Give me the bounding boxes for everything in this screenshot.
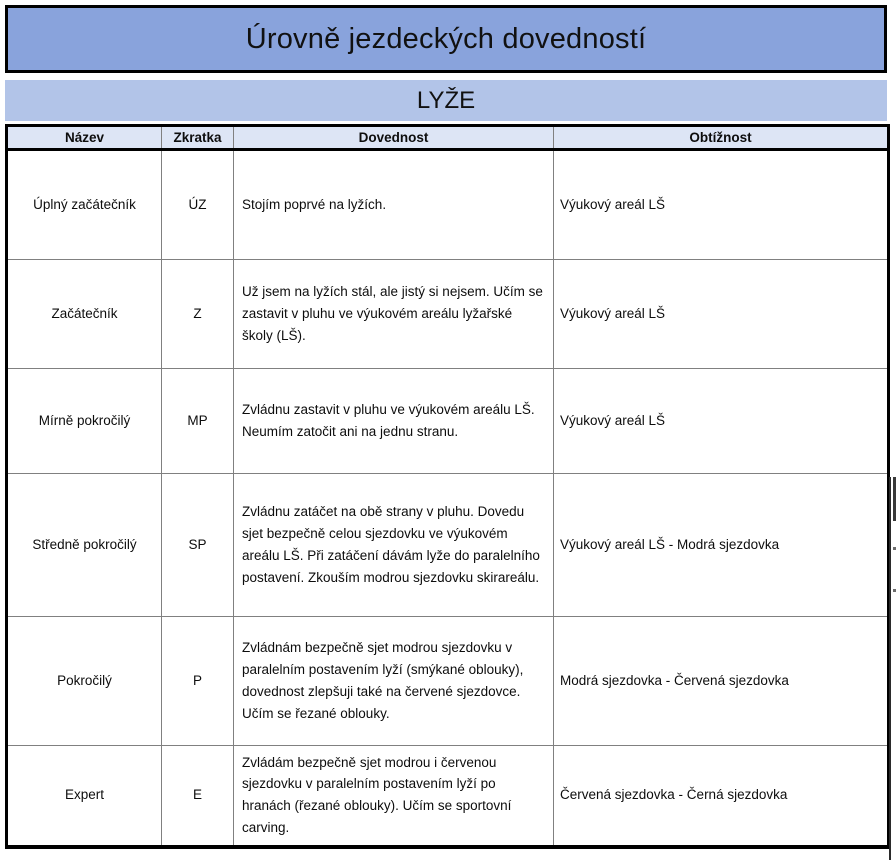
cell-skill: Zvládnám bezpečně sjet modrou sjezdovku v paralelním postavením lyží (smýkané oblouky), dovednost zlepšuji také na červené sjezdovce. Učím se řezané oblouky. xyxy=(234,617,554,746)
cell-name: Pokročilý xyxy=(7,617,162,746)
cell-abbr: ÚZ xyxy=(162,150,234,260)
cell-name: Úplný začátečník xyxy=(7,150,162,260)
table-header-row xyxy=(7,126,889,150)
cell-abbr: Z xyxy=(162,260,234,369)
cell-skill: Zvládám bezpečně sjet modrou i červenou sjezdovku v paralelním postavením lyží po hranách (řezané oblouky). Učím se sportovní carving. xyxy=(234,746,554,847)
table-body xyxy=(7,150,889,847)
cell-name: Začátečník xyxy=(7,260,162,369)
cell-difficulty: Výukový areál LŠ xyxy=(554,260,889,369)
cell-abbr: P xyxy=(162,617,234,746)
document-title-banner xyxy=(5,5,887,73)
column-header-abbreviation: Zkratka xyxy=(162,126,234,150)
cell-skill: Zvládnu zastavit v pluhu ve výukovém areálu LŠ. Neumím zatočit ani na jednu stranu. xyxy=(234,369,554,474)
cell-abbr: MP xyxy=(162,369,234,474)
table-row xyxy=(7,150,889,260)
cell-difficulty: Výukový areál LŠ xyxy=(554,369,889,474)
cell-name: Expert xyxy=(7,746,162,847)
table-row xyxy=(7,746,889,847)
column-header-name: Název xyxy=(7,126,162,150)
cell-skill: Zvládnu zatáčet na obě strany v pluhu. Dovedu sjet bezpečně celou sjezdovku ve výukovém areálu LŠ. Při zatáčení dávám lyže do paralelního postavení. Zkouším modrou sjezdovku skirareálu. xyxy=(234,474,554,617)
cell-name: Středně pokročilý xyxy=(7,474,162,617)
cell-difficulty: Červená sjezdovka - Černá sjezdovka xyxy=(554,746,889,847)
table-row xyxy=(7,474,889,617)
cell-abbr: SP xyxy=(162,474,234,617)
cell-difficulty: Výukový areál LŠ - Modrá sjezdovka xyxy=(554,474,889,617)
cell-name: Mírně pokročilý xyxy=(7,369,162,474)
table-header xyxy=(7,126,889,150)
cell-difficulty: Výukový areál LŠ xyxy=(554,150,889,260)
skill-levels-table xyxy=(5,124,890,849)
cell-skill: Stojím poprvé na lyžích. xyxy=(234,150,554,260)
document-subtitle-band xyxy=(5,80,887,121)
cell-abbr: E xyxy=(162,746,234,847)
subtitle-label: LYŽE xyxy=(416,87,476,114)
table-row xyxy=(7,617,889,746)
page-title: Úrovně jezdeckých dovedností xyxy=(245,22,647,55)
table-row xyxy=(7,260,889,369)
cell-difficulty: Modrá sjezdovka - Červená sjezdovka xyxy=(554,617,889,746)
column-header-skill: Dovednost xyxy=(234,126,554,150)
column-header-difficulty: Obtížnost xyxy=(554,126,889,150)
vertical-scrollbar[interactable] xyxy=(889,477,896,860)
table-row xyxy=(7,369,889,474)
cell-skill: Už jsem na lyžích stál, ale jistý si nejsem. Učím se zastavit v pluhu ve výukovém areálu lyžařské školy (LŠ). xyxy=(234,260,554,369)
